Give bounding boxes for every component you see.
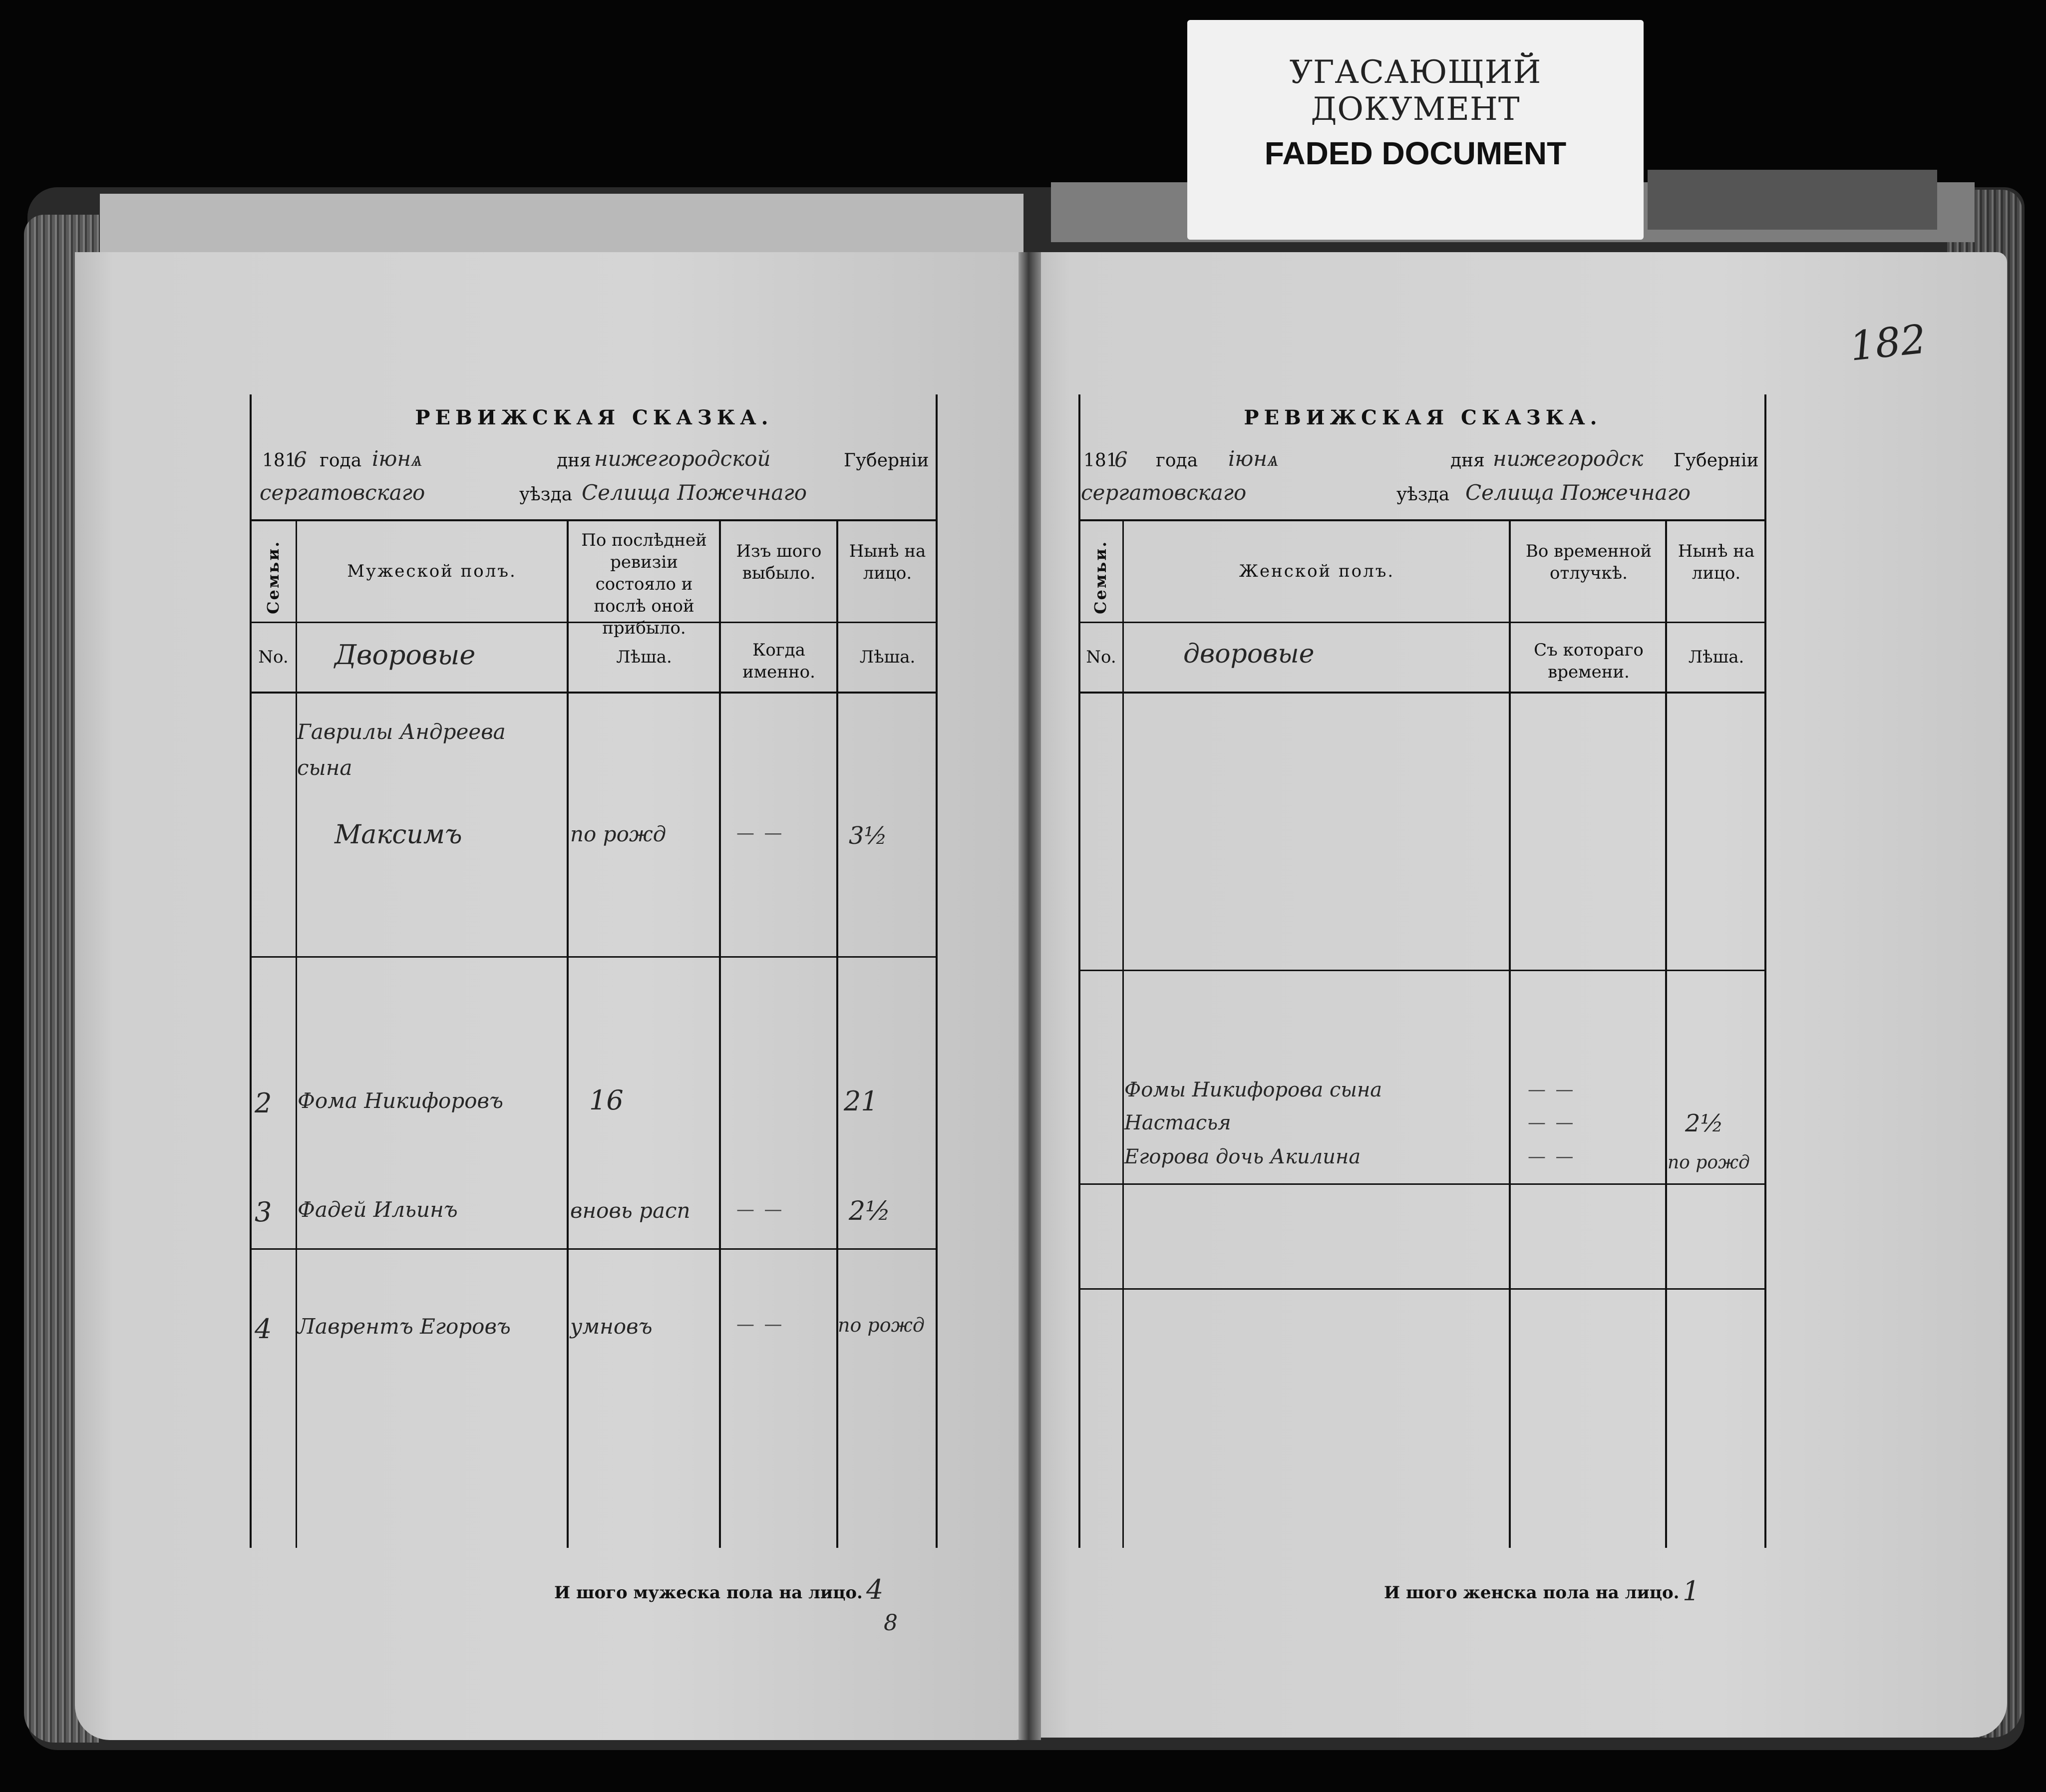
right-revision-form bbox=[1078, 404, 1767, 1633]
faded-document-label bbox=[1187, 20, 1644, 240]
entry-now: по рожд bbox=[1668, 1152, 1750, 1173]
uezda-label: уѣзда bbox=[1396, 484, 1450, 505]
entry-name: Настасья bbox=[1124, 1111, 1231, 1134]
row-rule-2 bbox=[1078, 1183, 1766, 1185]
entry-now: по рожд bbox=[838, 1314, 925, 1336]
entry-revision: умновъ bbox=[570, 1314, 653, 1339]
col-rule-0 bbox=[250, 394, 252, 1548]
col-rule-3 bbox=[719, 519, 721, 1548]
uezda-label: уѣзда bbox=[519, 484, 573, 505]
gubernii-label: Губерніи bbox=[1674, 450, 1759, 471]
male-total-hand: 4 bbox=[866, 1574, 884, 1605]
entry-name: Егорова дочь Акилина bbox=[1124, 1145, 1361, 1168]
now-present-header: Нынѣ на лицо. bbox=[1678, 541, 1755, 583]
row-rule-2 bbox=[250, 1248, 938, 1250]
table-top-rule bbox=[1078, 519, 1766, 521]
entry-name: Максимъ bbox=[335, 820, 462, 850]
col-rule-4 bbox=[1764, 394, 1766, 1548]
col-rule-0 bbox=[1078, 394, 1080, 1548]
when-header: Когда именно. bbox=[742, 640, 815, 682]
entry-name: Фадей Ильинъ bbox=[298, 1197, 458, 1222]
province-hand: нижегородск bbox=[1493, 446, 1644, 471]
header-rule bbox=[1078, 622, 1766, 623]
left-revision-form bbox=[250, 404, 939, 1636]
entry-name: Гаврилы Андреева сына bbox=[297, 719, 506, 780]
gubernii-label: Губерніи bbox=[844, 450, 929, 471]
year-prefix: 181 bbox=[262, 450, 297, 471]
no-header: No. bbox=[258, 647, 289, 667]
dnya-label: дня bbox=[557, 450, 591, 471]
province-hand: нижегородской bbox=[594, 446, 771, 471]
row-rule-1 bbox=[1078, 970, 1766, 971]
dnya-label: дня bbox=[1450, 450, 1485, 471]
table-top-rule bbox=[250, 519, 938, 521]
entry-name: Лаврентъ Егоровъ bbox=[298, 1314, 511, 1339]
col-rule-1 bbox=[1122, 519, 1124, 1548]
row-rule-1 bbox=[250, 956, 938, 958]
entry-number: 3 bbox=[255, 1196, 272, 1228]
entry-now: 2½ bbox=[849, 1196, 891, 1226]
female-header: Женской полъ. bbox=[1239, 561, 1395, 581]
female-total-label: И шого женска пола на лицо. bbox=[1384, 1583, 1680, 1603]
entry-departed: — — bbox=[736, 823, 784, 843]
entry-revision: по рожд bbox=[570, 822, 667, 846]
district-hand: сергатовскаго bbox=[260, 480, 425, 505]
entry-revision: вновь расп bbox=[570, 1198, 690, 1223]
entry-name: Фомы Никифорова сына bbox=[1124, 1078, 1382, 1101]
entry-now: 3½ bbox=[849, 822, 888, 850]
entry-number: 4 bbox=[255, 1313, 272, 1345]
label-english: FADED DOCUMENT bbox=[1264, 135, 1567, 171]
semi-header: Семьи. bbox=[1091, 540, 1110, 614]
col-rule-2 bbox=[567, 519, 569, 1548]
entry-now: 2½ bbox=[1685, 1109, 1724, 1137]
page-stack-right-shadow bbox=[1648, 170, 1937, 230]
col-rule-1 bbox=[296, 519, 297, 1548]
col-rule-5 bbox=[936, 394, 938, 1548]
years-header-2: Лѣша. bbox=[859, 647, 916, 667]
years-header: Лѣша. bbox=[1688, 647, 1744, 667]
female-total-hand: 1 bbox=[1683, 1575, 1700, 1607]
year-prefix: 181 bbox=[1083, 450, 1118, 471]
years-header-1: Лѣша. bbox=[616, 647, 672, 667]
form-title: РЕВИЖСКАЯ СКАЗКА. bbox=[1244, 406, 1602, 429]
entry-absence: — — bbox=[1528, 1146, 1576, 1167]
goda-label: года bbox=[1156, 450, 1198, 471]
male-total-label: И шого мужеска пола на лицо. bbox=[554, 1583, 863, 1603]
district-hand: сергатовскаго bbox=[1081, 480, 1247, 505]
subheader-rule bbox=[1078, 692, 1766, 694]
village-hand: Селища Пожечнаго bbox=[582, 480, 807, 505]
male-total-hand-2: 8 bbox=[884, 1610, 898, 1636]
entry-number: 2 bbox=[255, 1087, 272, 1119]
village-hand: Селища Пожечнаго bbox=[1465, 480, 1691, 505]
entry-absence: — — bbox=[1528, 1112, 1576, 1133]
now-present-header: Нынѣ на лицо. bbox=[849, 541, 926, 583]
entry-departed: — — bbox=[736, 1199, 784, 1220]
category-hand: дворовые bbox=[1183, 639, 1315, 669]
col-rule-3 bbox=[1665, 519, 1667, 1548]
departed-header: Изъ шого выбыло. bbox=[736, 541, 822, 583]
folio-number: 182 bbox=[1847, 316, 1929, 370]
month-hand: іюнѧ bbox=[1228, 446, 1279, 471]
col-rule-2 bbox=[1509, 519, 1511, 1548]
male-header: Мужеской полъ. bbox=[347, 561, 517, 581]
entry-now: 21 bbox=[844, 1085, 878, 1117]
subheader-rule bbox=[250, 692, 938, 694]
entry-absence: — — bbox=[1528, 1079, 1576, 1100]
last-revision-header: По послѣдней ревизіи состояло и послѣ оной прибыло. bbox=[581, 530, 707, 638]
col-rule-4 bbox=[836, 519, 838, 1548]
label-russian: УГАСАЮЩИЙ ДОКУМЕНТ bbox=[1289, 54, 1542, 128]
goda-label: года bbox=[320, 450, 362, 471]
category-hand: Дворовые bbox=[335, 639, 476, 671]
form-title: РЕВИЖСКАЯ СКАЗКА. bbox=[415, 406, 773, 429]
temp-absence-header: Во временной отлучкѣ. bbox=[1525, 541, 1652, 583]
book-gutter bbox=[1019, 252, 1041, 1740]
year-hand: 6 bbox=[294, 447, 307, 472]
since-header: Съ котораго времени. bbox=[1534, 640, 1644, 682]
year-hand: 6 bbox=[1114, 447, 1128, 472]
row-rule-3 bbox=[1078, 1288, 1766, 1290]
month-hand: іюнѧ bbox=[372, 446, 422, 471]
entry-departed: — — bbox=[736, 1314, 784, 1335]
semi-header: Семьи. bbox=[264, 540, 283, 614]
no-header: No. bbox=[1086, 647, 1116, 667]
entry-name: Фома Никифоровъ bbox=[298, 1088, 503, 1113]
entry-revision: 16 bbox=[589, 1084, 624, 1116]
